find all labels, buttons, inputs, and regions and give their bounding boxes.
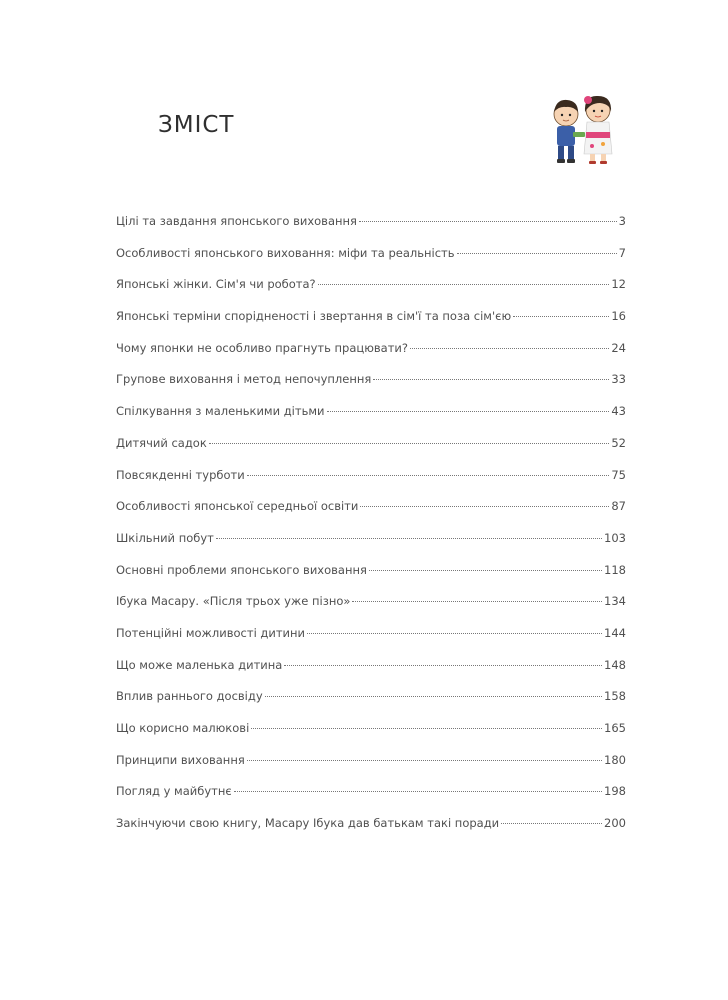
toc-entry[interactable] (116, 586, 626, 618)
dot-leader (327, 410, 610, 412)
toc-entry-title: Дитячий садок (116, 435, 207, 450)
dot-leader (247, 759, 602, 761)
dot-leader (251, 727, 602, 729)
toc-entry-page: 7 (618, 245, 626, 260)
toc-entry[interactable] (116, 364, 626, 396)
toc-entry-title: Що корисно малюкові (116, 721, 250, 735)
toc-entry[interactable] (116, 713, 626, 745)
toc-entry-page: 144 (604, 625, 626, 640)
toc-entry[interactable] (116, 650, 626, 682)
dot-leader (359, 220, 617, 222)
toc-entry-title: Особливості японської середньої освіти (116, 499, 359, 514)
toc-entry-page: 134 (604, 594, 626, 609)
toc-entry-page: 3 (618, 214, 626, 228)
dot-leader (352, 600, 602, 602)
toc-entry-title: Цілі та завдання японського виховання (116, 214, 357, 228)
dot-leader (369, 569, 602, 571)
toc-entry[interactable] (116, 206, 626, 238)
toc-entry-page: 33 (611, 372, 626, 387)
dot-leader (216, 537, 602, 539)
toc-entry-page: 16 (611, 309, 626, 324)
toc-entry[interactable] (116, 301, 626, 333)
toc-entry[interactable] (116, 428, 626, 460)
table-of-contents (116, 206, 626, 840)
toc-entry-title: Що може маленька дитина (116, 657, 283, 672)
toc-entry[interactable] (116, 745, 626, 777)
toc-entry-page: 198 (604, 784, 626, 799)
two-japanese-children-illustration (540, 86, 620, 172)
toc-entry-page: 200 (604, 816, 626, 831)
toc-entry-page: 103 (604, 530, 626, 545)
toc-entry-title: Ібука Масару. «Після трьох уже пізно» (116, 594, 351, 609)
toc-entry-page: 158 (604, 689, 626, 704)
toc-entry-title: Принципи виховання (116, 752, 245, 767)
toc-entry-page: 12 (611, 277, 626, 292)
toc-entry[interactable] (116, 681, 626, 713)
toc-entry-page: 52 (611, 435, 626, 450)
toc-entry-title: Особливості японського виховання: міфи та реальність (116, 245, 455, 260)
toc-entry-page: 75 (611, 467, 626, 482)
dot-leader (501, 822, 602, 824)
toc-entry-page: 118 (604, 562, 626, 577)
dot-leader (247, 474, 610, 476)
toc-entry-title: Шкільний побут (116, 530, 214, 545)
dot-leader (284, 664, 602, 666)
toc-entry-title: Повсякденні турботи (116, 467, 245, 482)
toc-entry-page: 87 (611, 499, 626, 514)
dot-leader (373, 378, 609, 380)
toc-entry-title: Основні проблеми японського виховання (116, 562, 367, 577)
toc-entry[interactable] (116, 269, 626, 301)
toc-entry[interactable] (116, 523, 626, 555)
toc-entry[interactable] (116, 491, 626, 523)
dot-leader (457, 252, 617, 254)
toc-entry[interactable] (116, 555, 626, 587)
toc-entry-title: Японські терміни спорідненості і звертання в сім'ї та поза сім'єю (116, 309, 512, 324)
toc-entry-page: 148 (604, 657, 626, 672)
dot-leader (318, 283, 610, 285)
toc-entry-title: Потенційні можливості дитини (116, 625, 306, 640)
toc-entry-title: Вплив раннього досвіду (116, 689, 263, 704)
toc-entry-title: Спілкування з маленькими дітьми (116, 404, 325, 419)
toc-entry[interactable] (116, 808, 626, 840)
dot-leader (360, 505, 609, 507)
toc-entry-page: 43 (611, 404, 626, 419)
toc-entry-title: Чому японки не особливо прагнуть працювати? (116, 340, 408, 355)
toc-entry[interactable] (116, 618, 626, 650)
dot-leader (410, 347, 609, 349)
toc-entry-page: 180 (604, 752, 626, 767)
dot-leader (307, 632, 602, 634)
toc-entry-page: 24 (611, 340, 626, 355)
toc-entry[interactable] (116, 333, 626, 365)
toc-entry-title: Групове виховання і метод непочуплення (116, 372, 372, 387)
toc-entry[interactable] (116, 238, 626, 270)
toc-entry-page: 165 (604, 721, 626, 735)
toc-entry[interactable] (116, 460, 626, 492)
toc-entry-title: Японські жінки. Сім'я чи робота? (116, 277, 316, 292)
dot-leader (513, 315, 609, 317)
toc-entry[interactable] (116, 776, 626, 808)
toc-entry[interactable] (116, 396, 626, 428)
toc-entry-title: Закінчуючи свою книгу, Масару Ібука дав батькам такі поради (116, 816, 500, 831)
dot-leader (209, 442, 610, 444)
dot-leader (265, 695, 602, 697)
dot-leader (234, 790, 602, 792)
toc-entry-title: Погляд у майбутнє (116, 784, 232, 799)
page-title: ЗМІСТ (158, 112, 235, 138)
